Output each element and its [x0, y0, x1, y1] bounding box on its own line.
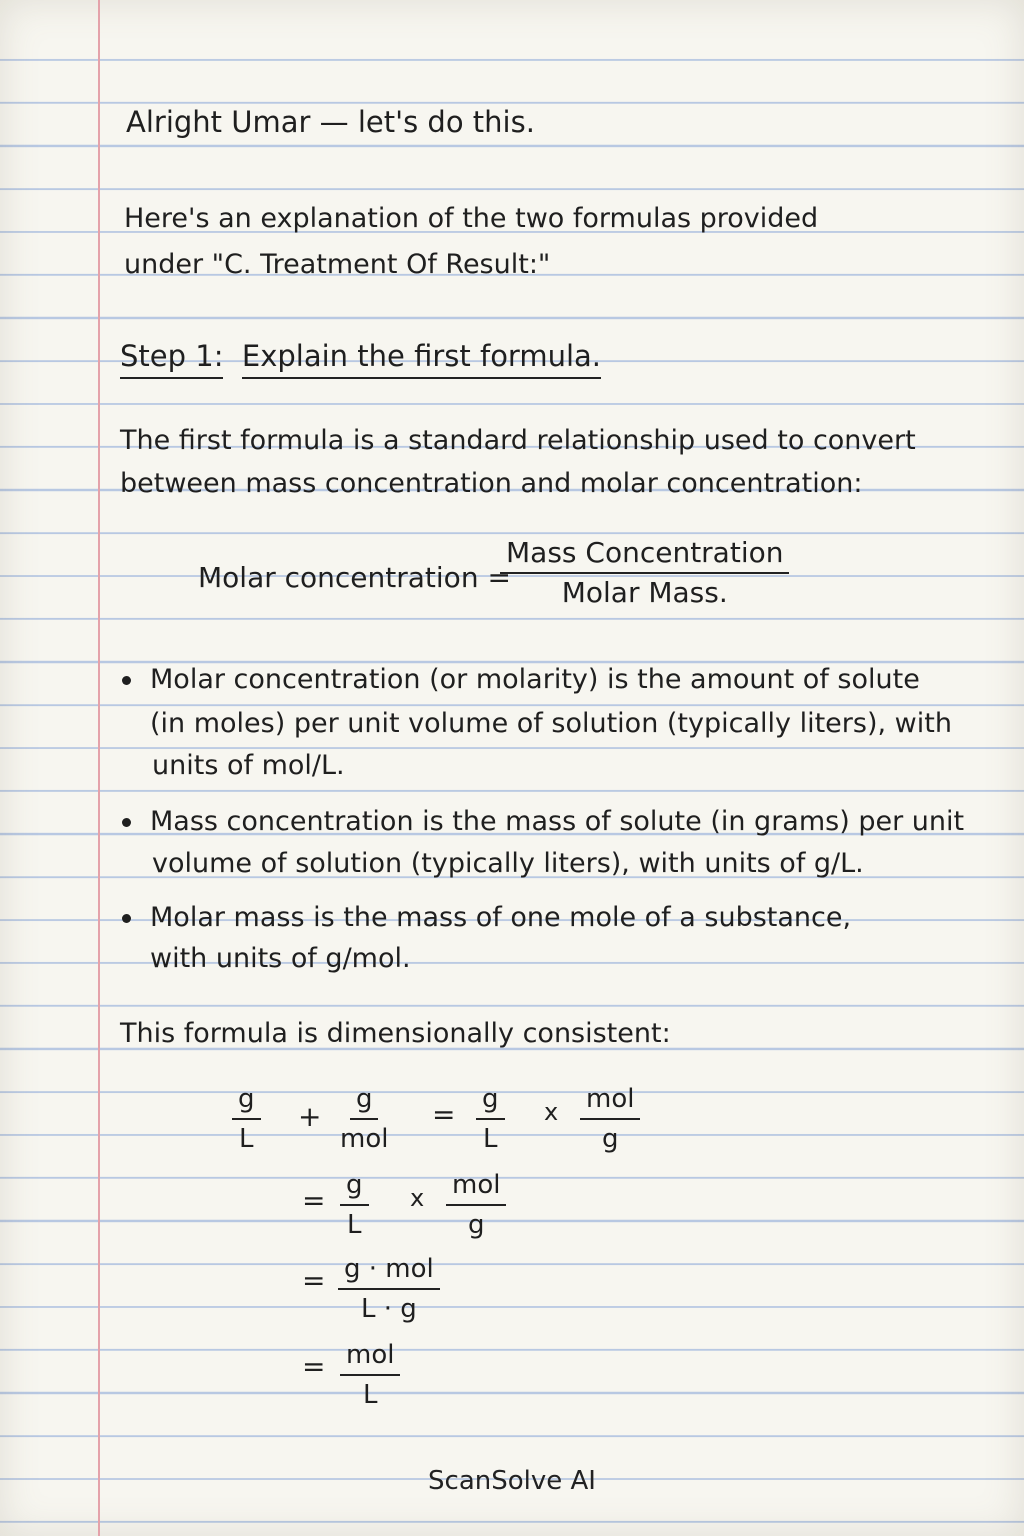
derivation-fraction: [476, 1082, 505, 1156]
derivation-fraction: [340, 1168, 369, 1242]
derivation-fraction: [232, 1082, 261, 1156]
bullet-2-line-2: volume of solution (typically liters), with units of g/L.: [152, 848, 864, 879]
plus-operator: +: [298, 1100, 322, 1133]
paragraph-1-line-1: The first formula is a standard relationship used to convert: [120, 425, 916, 456]
fraction-numerator: g · mol: [338, 1252, 440, 1290]
equals-operator: =: [302, 1350, 326, 1383]
fraction-denominator: g: [467, 1210, 485, 1240]
fraction-denominator: L: [347, 1210, 362, 1240]
bullet-2-line-1: Mass concentration is the mass of solute (in grams) per unit: [150, 806, 965, 837]
fraction-denominator: L · g: [360, 1294, 417, 1324]
intro-line-2: under "C. Treatment Of Result:": [124, 249, 551, 280]
paragraph-1-line-2: between mass concentration and molar concentration:: [120, 468, 863, 499]
bullet-dot: [122, 914, 131, 923]
derivation-fraction: [338, 1252, 440, 1326]
fraction-numerator: g: [340, 1168, 369, 1206]
bullet-3-line-1: Molar mass is the mass of one mole of a substance,: [150, 902, 852, 933]
fraction-numerator: g: [476, 1082, 505, 1120]
derivation-fraction: [446, 1168, 506, 1242]
bullet-1-line-1: Molar concentration (or molarity) is the amount of solute: [150, 664, 920, 695]
fraction-numerator: g: [350, 1082, 379, 1120]
brand-footer: ScanSolve AI: [428, 1466, 596, 1496]
fraction-denominator: L: [483, 1124, 498, 1154]
derivation-fraction: [580, 1082, 640, 1156]
intro-line-1: Here's an explanation of the two formulas provided: [124, 203, 819, 234]
times-operator: x: [410, 1184, 425, 1212]
formula-denominator: Molar Mass.: [561, 576, 728, 609]
step-1-title: Explain the first formula.: [242, 339, 601, 379]
fraction-denominator: L: [239, 1124, 254, 1154]
fraction-denominator: L: [362, 1380, 378, 1410]
times-operator: x: [544, 1098, 559, 1126]
formula-numerator: Mass Concentration: [500, 536, 789, 574]
fraction-numerator: mol: [580, 1082, 640, 1120]
fraction-numerator: mol: [446, 1168, 506, 1206]
fraction-denominator: g: [601, 1124, 619, 1154]
bullet-3-line-2: with units of g/mol.: [150, 943, 411, 974]
bullet-dot: [122, 818, 131, 827]
bullet-dot: [122, 676, 131, 685]
fraction-denominator: mol: [340, 1124, 389, 1154]
equals-operator: =: [302, 1184, 326, 1217]
step-1-heading: [120, 334, 601, 378]
derivation-fraction: [340, 1338, 400, 1412]
bullet-1-line-2: (in moles) per unit volume of solution (typically liters), with: [150, 708, 952, 739]
derivation-fraction: [340, 1082, 388, 1156]
consistency-intro: This formula is dimensionally consistent:: [120, 1018, 671, 1049]
formula-fraction: [500, 536, 789, 610]
step-1-label: Step 1:: [120, 339, 223, 379]
fraction-numerator: mol: [340, 1338, 400, 1376]
bullet-1-line-3: units of mol/L.: [152, 750, 345, 781]
greeting: Alright Umar — let's do this.: [126, 105, 535, 139]
equals-operator: =: [302, 1264, 326, 1297]
equals-operator: =: [432, 1098, 456, 1131]
formula-lhs: Molar concentration =: [198, 561, 511, 594]
fraction-numerator: g: [232, 1082, 261, 1120]
margin-line: [98, 0, 100, 1536]
